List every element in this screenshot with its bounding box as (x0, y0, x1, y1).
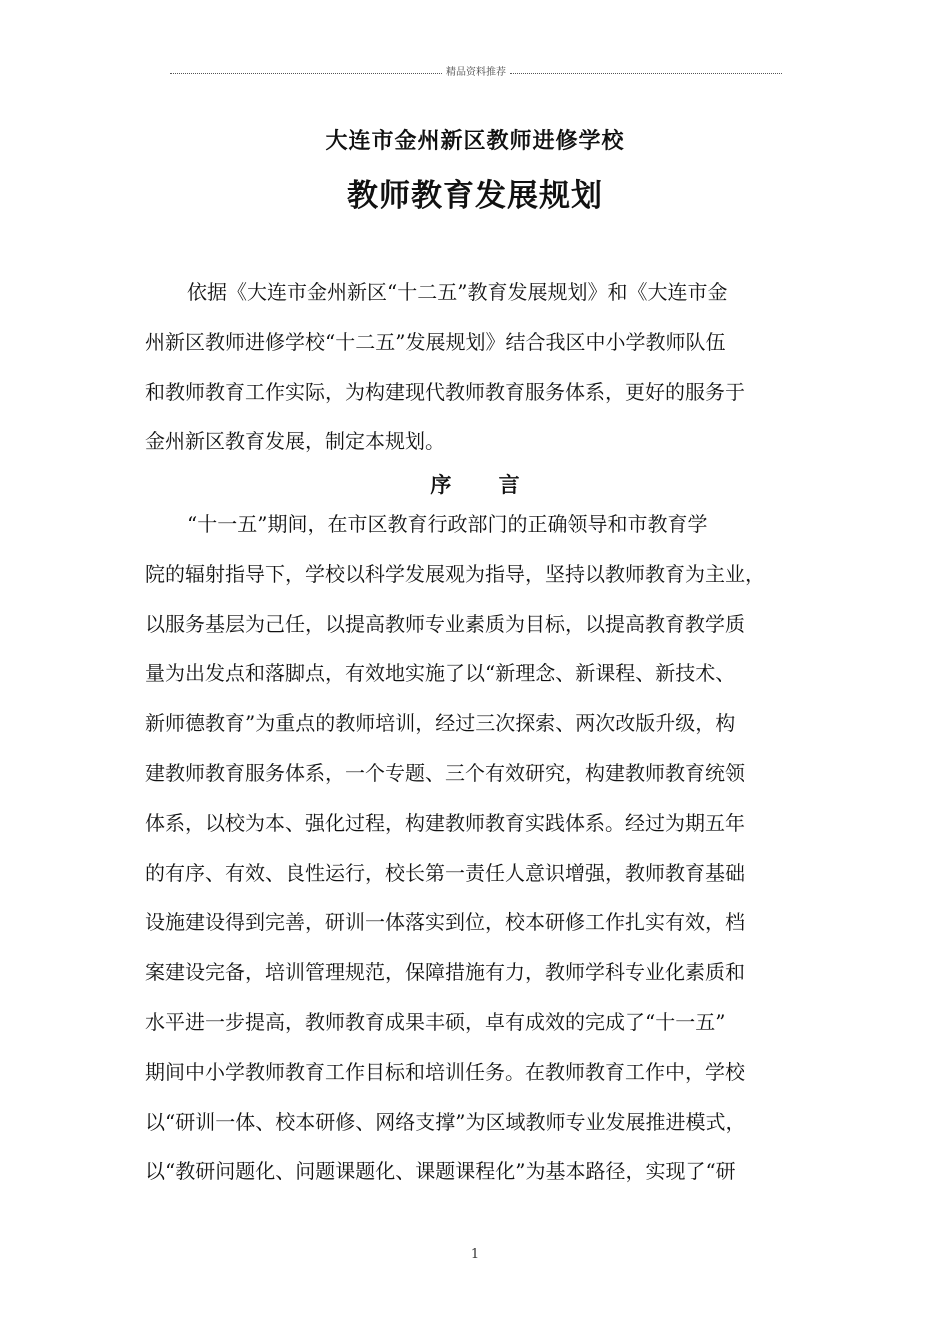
text-line: 以“研训一体、校本研修、网络支撑”为区域教师专业发展推进模式， (145, 1109, 746, 1134)
document-title: 教师教育发展规划 (347, 178, 603, 214)
header-divider-left (170, 73, 442, 74)
document-subtitle: 大连市金州新区教师进修学校 (325, 129, 625, 154)
text-line: 的有序、有效、良性运行，校长第一责任人意识增强，教师教育基础 (145, 860, 745, 885)
body-paragraph (145, 500, 805, 1197)
text-line: 水平进一步提高，教师教育成果丰硕，卓有成效的完成了“十一五” (145, 1009, 726, 1034)
header-divider-right (510, 73, 782, 74)
header-label: 精品资料推荐 (446, 67, 506, 78)
text-line: 新师德教育”为重点的教师培训，经过三次探索、两次改版升级，构 (145, 711, 736, 736)
text-line: 以服务基层为己任，以提高教师专业素质为目标，以提高教育教学质 (145, 611, 745, 636)
text-line: “十一五”期间，在市区教育行政部门的正确领导和市教育学 (187, 512, 708, 536)
text-line: 设施建设得到完善，研训一体落实到位，校本研修工作扎实有效，档 (145, 910, 745, 935)
section-heading: 序 言 (430, 473, 520, 497)
text-line: 体系，以校为本、强化过程，构建教师教育实践体系。经过为期五年 (145, 810, 745, 835)
page-number: 1 (470, 1247, 480, 1262)
text-line: 以“教研问题化、问题课题化、课题课程化”为基本路径，实现了“研 (145, 1159, 736, 1184)
text-line: 建教师教育服务体系，一个专题、三个有效研究，构建教师教育统领 (145, 760, 745, 785)
page-header (170, 66, 782, 80)
text-line: 金州新区教育发展，制定本规划。 (145, 429, 445, 454)
text-line: 和教师教育工作实际，为构建现代教师教育服务体系，更好的服务于 (145, 379, 745, 404)
text-line: 期间中小学教师教育工作目标和培训任务。在教师教育工作中，学校 (145, 1059, 745, 1084)
intro-paragraph (145, 268, 805, 467)
text-line: 案建设完备，培训管理规范，保障措施有力，教师学科专业化素质和 (145, 960, 745, 985)
text-line: 量为出发点和落脚点，有效地实施了以“新理念、新课程、新技术、 (145, 661, 736, 686)
text-line: 院的辐射指导下，学校以科学发展观为指导，坚持以教师教育为主业， (145, 561, 765, 586)
text-line: 依据《大连市金州新区“十二五”教育发展规划》和《大连市金 (187, 280, 728, 304)
text-line: 州新区教师进修学校“十二五”发展规划》结合我区中小学教师队伍 (145, 329, 726, 354)
